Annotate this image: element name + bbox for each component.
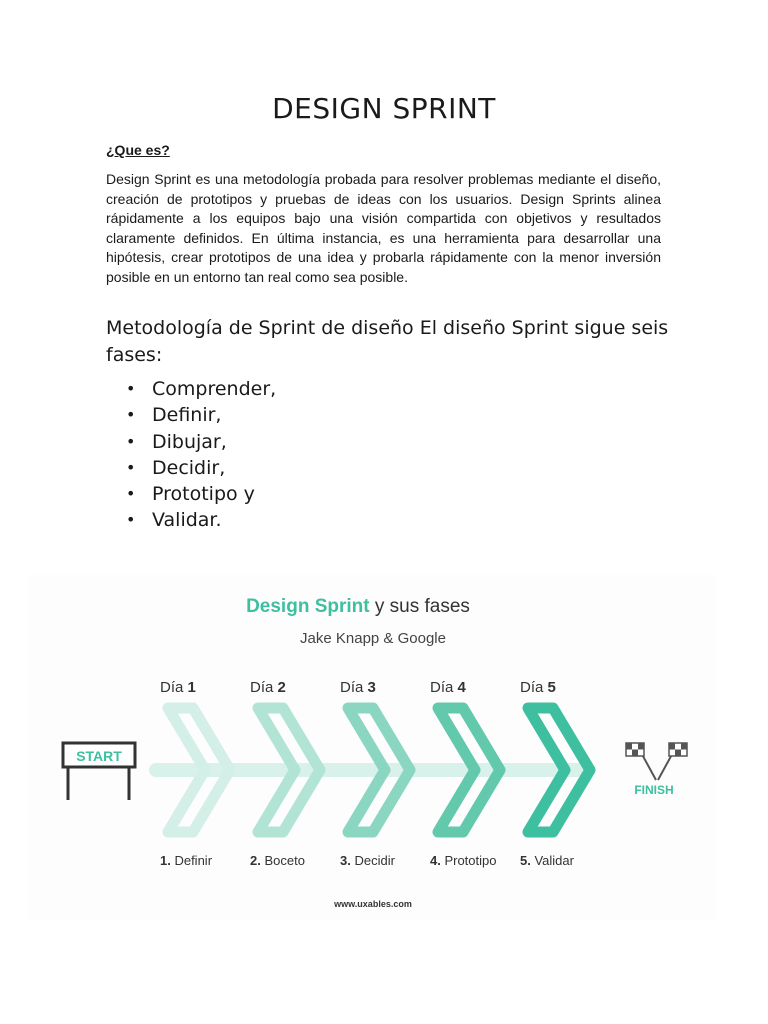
bullet-icon: • [126,431,136,451]
step-label-name: Definir [170,853,213,868]
day-label-number: 3 [367,679,376,696]
phase-label: Prototipo y [152,483,255,506]
finish-flags-icon [626,743,687,797]
step-label-name: Validar [530,853,574,868]
list-item [106,481,276,507]
intro-paragraph: Design Sprint es una metodología probada para resolver problemas mediante el diseño, creación de prototipos y pruebas de ideas con los usuarios. Design Sprints alinea rápidamente a los equipos bajo una visión compartida con objetivos y resultados claramente definidos. En última instancia, es una herramienta para desarrollar una hipótesis, crear prototipos de una idea y probarla rápidamente con la menor inversión posible en un entorno tan real como sea posible. [106,171,661,285]
figure-footer-url: www.uxables.com [334,899,412,909]
step-label-number: 5. [520,853,531,868]
phase-label: Comprender, [152,378,277,400]
step-labels [160,853,575,868]
design-sprint-figure [28,575,716,920]
figure-title [246,596,470,617]
page-title: DESIGN SPRINT [272,92,496,125]
phase-list [106,376,276,534]
day-label [160,679,196,696]
day-label-text: Día [520,679,548,696]
start-label: START [76,748,122,764]
step-label-name: Boceto [260,853,305,868]
bullet-icon: • [126,405,136,425]
day-label-text: Día [430,679,458,696]
day-label [250,679,286,696]
day-label-number: 1 [187,679,196,696]
step-label-name: Decidir [350,853,395,868]
day-label [430,679,467,696]
list-item [106,507,276,533]
section-heading-que-es: ¿Que es? [106,142,170,158]
day-label-text: Día [340,679,368,696]
figure-title-rest: y sus fases [369,596,470,617]
list-item [106,402,276,428]
step-label-number: 1. [160,853,171,868]
day-label-number: 5 [547,679,556,696]
start-sign-icon [63,743,135,800]
design-sprint-diagram [28,575,716,920]
day-label [340,679,376,696]
bullet-icon: • [126,510,136,530]
step-label [160,853,213,868]
day-label [520,679,556,696]
figure-subtitle: Jake Knapp & Google [300,630,446,647]
step-label-number: 4. [430,853,441,868]
step-label-number: 3. [340,853,351,868]
list-item [106,455,276,481]
bullet-icon: • [126,379,136,398]
bullet-icon: • [126,457,136,477]
phase-label: Decidir, [152,456,226,479]
phase-label: Validar. [152,509,222,532]
step-label-number: 2. [250,853,261,868]
figure-title-accent: Design Sprint [246,596,370,617]
step-label [340,853,396,868]
day-label-number: 4 [457,679,466,696]
methodology-heading: Metodología de Sprint de diseño El diseño Sprint sigue seis fases: [106,317,669,366]
step-label [430,853,497,868]
day-label-text: Día [160,679,188,696]
day-label-text: Día [250,679,278,696]
step-label [250,853,305,868]
day-labels [160,679,556,696]
list-item [106,429,276,455]
step-label-name: Prototipo [440,853,497,868]
phase-label: Definir, [152,404,222,427]
list-item [106,376,276,402]
finish-label: FINISH [634,783,674,797]
bullet-icon: • [126,484,136,504]
phase-label: Dibujar, [152,430,227,453]
day-label-number: 2 [277,679,286,696]
step-label [520,853,575,868]
